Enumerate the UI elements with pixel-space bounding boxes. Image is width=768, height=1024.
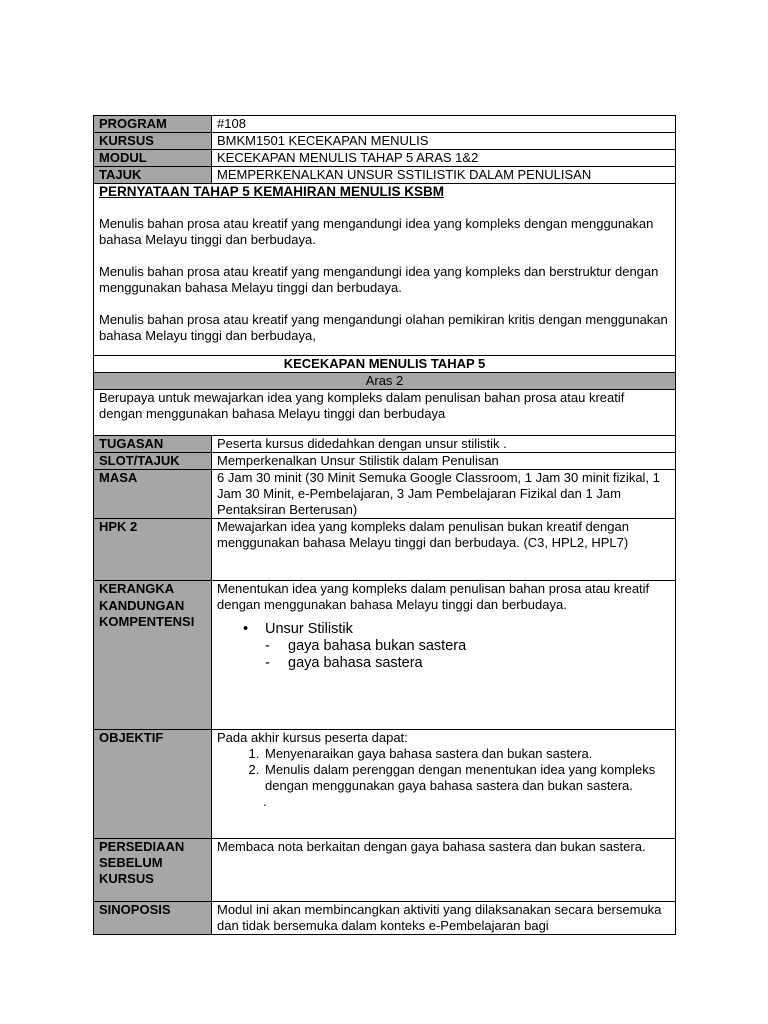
kerangka-label-line-3: KOMPENTENSI — [99, 614, 195, 629]
kerangka-label-line-1: KERANGKA — [99, 581, 175, 596]
slot-label: SLOT/TAJUK — [94, 453, 212, 470]
statement-paragraph-3: Menulis bahan prosa atau kreatif yang mengandungi olahan pemikiran kritis dengan menggunakan bahasa Melayu tinggi dan berbudaya, — [99, 312, 668, 343]
row-hpk — [94, 519, 676, 581]
modul-label: MODUL — [94, 150, 212, 167]
kerangka-cell — [212, 581, 676, 730]
aras-label: Aras 2 — [94, 373, 676, 390]
objektif-cell — [212, 730, 676, 839]
statement-cell — [94, 184, 676, 356]
kerangka-label-line-2: KANDUNGAN — [99, 597, 185, 613]
dash-item-2-text: gaya bahasa sastera — [288, 655, 423, 671]
tugasan-value: Peserta kursus didedahkan dengan unsur stilistik . — [212, 436, 676, 453]
row-sinoposis — [94, 902, 676, 935]
statement-paragraph-2: Menulis bahan prosa atau kreatif yang mengandungi idea yang kompleks dan berstruktur dengan menggunakan bahasa Melayu tinggi dan berbudaya. — [99, 264, 659, 295]
bullet-dot-icon: • — [243, 621, 249, 637]
persediaan-label-line-1: PERSEDIAAN — [99, 839, 185, 854]
row-tajuk — [94, 167, 676, 184]
module-info-table — [93, 115, 676, 935]
bullet-item-text: Unsur Stilistik — [265, 621, 353, 637]
row-persediaan — [94, 839, 676, 902]
kerangka-label — [94, 581, 212, 730]
objektif-trailing: . — [263, 794, 267, 809]
kursus-value: BMKM1501 KECEKAPAN MENULIS — [212, 133, 676, 150]
persediaan-value: Membaca nota berkaitan dengan gaya bahasa sastera dan bukan sastera. — [212, 839, 676, 902]
row-program — [94, 116, 676, 133]
statement-heading: PERNYATAAN TAHAP 5 KEMAHIRAN MENULIS KSBM — [99, 184, 445, 199]
slot-value: Memperkenalkan Unsur Stilistik dalam Penulisan — [212, 453, 676, 470]
program-value: #108 — [212, 116, 676, 133]
dash-icon: - — [265, 655, 270, 671]
level-title: KECEKAPAN MENULIS TAHAP 5 — [94, 356, 676, 373]
hpk-label: HPK 2 — [94, 519, 212, 581]
row-modul — [94, 150, 676, 167]
row-statement — [94, 184, 676, 356]
objektif-item-1: 1. Menyenaraikan gaya bahasa sastera dan bukan sastera. — [263, 746, 670, 762]
bullet-item — [243, 621, 670, 638]
sinoposis-label: SINOPOSIS — [94, 902, 212, 935]
dash-icon: - — [265, 638, 270, 654]
modul-value: KECEKAPAN MENULIS TAHAP 5 ARAS 1&2 — [212, 150, 676, 167]
sinoposis-value: Modul ini akan membincangkan aktiviti yang dilaksanakan secara bersemuka dan tidak bersemuka dalam konteks e-Pembelajaran bagi — [212, 902, 676, 935]
tajuk-label: TAJUK — [94, 167, 212, 184]
persediaan-label — [94, 839, 212, 902]
program-label: PROGRAM — [94, 116, 212, 133]
row-objektif — [94, 730, 676, 839]
objektif-item-2: 2. Menulis dalam perenggan dengan menentukan idea yang kompleks dengan menggunakan gaya bahasa sastera dan bukan sastera. — [263, 762, 670, 794]
objektif-intro: Pada akhir kursus peserta dapat: — [217, 730, 408, 745]
objektif-list — [217, 746, 670, 794]
statement-paragraph-1: Menulis bahan prosa atau kreatif yang mengandungi idea yang kompleks dengan menggunakan bahasa Melayu tinggi dan berbudaya. — [99, 216, 654, 247]
kerangka-value: Menentukan idea yang kompleks dalam penulisan bahan prosa atau kreatif dengan menggunakan bahasa Melayu tinggi dan berbudaya. — [217, 581, 650, 612]
tajuk-value: MEMPERKENALKAN UNSUR SSTILISTIK DALAM PENULISAN — [212, 167, 676, 184]
hpk-value: Mewajarkan idea yang kompleks dalam penulisan bukan kreatif dengan menggunakan bahasa Melayu tinggi dan berbudaya. (C3, HPL2, HPL7) — [212, 519, 676, 581]
row-masa — [94, 470, 676, 519]
level-description: Berupaya untuk mewajarkan idea yang kompleks dalam penulisan bahan prosa atau kreatif dengan menggunakan bahasa Melayu tinggi dan berbudaya — [94, 390, 676, 436]
dash-item-1 — [243, 638, 670, 655]
persediaan-label-line-3: KURSUS — [99, 871, 154, 886]
objektif-label: OBJEKTIF — [94, 730, 212, 839]
row-slot — [94, 453, 676, 470]
persediaan-label-line-2: SEBELUM — [99, 855, 163, 870]
masa-value: 6 Jam 30 minit (30 Minit Semuka Google Classroom, 1 Jam 30 minit fizikal, 1 Jam 30 Minit, e-Pembelajaran, 3 Jam Pembelajaran Fizikal dan 1 Jam Pentaksiran Berterusan) — [212, 470, 676, 519]
tugasan-label: TUGASAN — [94, 436, 212, 453]
row-aras — [94, 373, 676, 390]
row-kursus — [94, 133, 676, 150]
masa-label: MASA — [94, 470, 212, 519]
row-level-description — [94, 390, 676, 436]
kerangka-bullet-list — [217, 621, 670, 672]
kursus-label: KURSUS — [94, 133, 212, 150]
row-tugasan — [94, 436, 676, 453]
row-kerangka — [94, 581, 676, 730]
dash-item-1-text: gaya bahasa bukan sastera — [288, 638, 467, 654]
row-level-title — [94, 356, 676, 373]
dash-item-2 — [243, 655, 670, 672]
